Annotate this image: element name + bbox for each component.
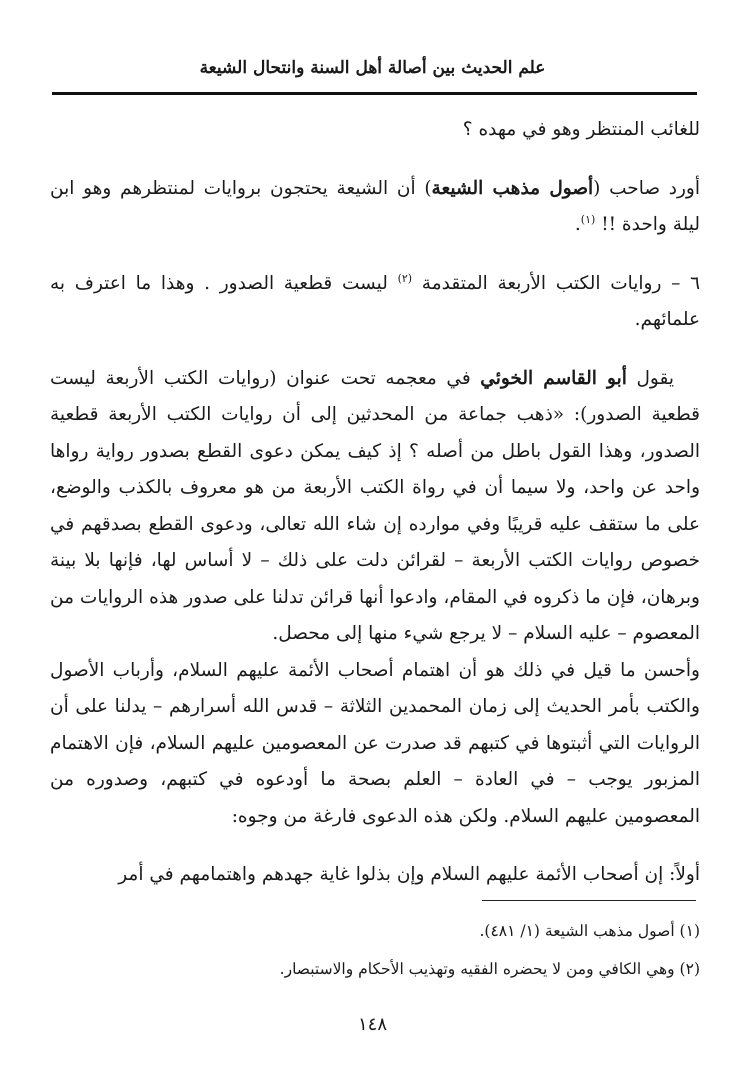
footnote-separator — [482, 900, 696, 901]
paragraph-1 — [50, 112, 700, 149]
paragraph-5 — [50, 653, 700, 836]
footnotes — [50, 912, 700, 988]
paragraph-5-text: وأحسن ما قيل في ذلك هو أن اهتمام أصحاب الأئمة عليهم السلام، وأرباب الأصول والكتب بأمر الحديث إلى زمان المحمدين الثلاثة – قدس الله أسرارهم – يدلنا على أن الروايات التي أثبتوها في كتبهم قد صدرت عن المعصومين عليهم السلام، فإن الاهتمام المزبور يوجب – في العادة – العلم بصحة ما أودعوه في كتبهم، وصدوره من المعصومين عليهم السلام. ولكن هذه الدعوى فارغة من وجوه: — [50, 659, 700, 827]
header-rule — [52, 92, 697, 95]
running-header-title: علم الحديث بين أصالة أهل السنة وانتحال الشيعة — [199, 58, 546, 78]
paragraph-6-text: أولاً: إن أصحاب الأئمة عليهم السلام وإن بذلوا غاية جهدهم واهتمامهم في أمر — [118, 864, 700, 885]
paragraph-4-post: في معجمه تحت عنوان (روايات الكتب الأربعة ليست قطعية الصدور): «ذهب جماعة من المحدثين إلى أن روايات الكتب الأربعة قطعية الصدور، وهذا القول باطل من أصله ؟ إذ كيف يمكن دعوى القطع بصدور رواية رواها واحد عن واحد، ولا سيما أن في رواة الكتب الأربعة من هو معروف بالكذب والوضع، على ما ستقف عليه قريبًا وفي موارده إن شاء الله تعالى، ودعوى القطع بصدقهم في خصوص روايات الكتب الأربعة – لقرائن دلت على ذلك – لا أساس لها، فإنها بلا بينة وبرهان، فإن ما ذكروه في المقام، وادعوا أنها قرائن تدلنا على صدور هذه الروايات من المعصوم – عليه السلام – لا يرجع شيء منها إلى محصل. — [50, 367, 700, 644]
paragraph-4 — [50, 361, 700, 653]
paragraph-2-pre: أورد صاحب ( — [593, 177, 700, 199]
footnote-ref-1[interactable]: (١) — [580, 212, 596, 226]
paragraph-3 — [50, 266, 700, 339]
main-text — [50, 112, 700, 894]
paragraph-2: أورد صاحب (أصول مذهب الشيعة) أن الشيعة يحتجون بروايات لمنتظرهم وهو ابن ليلة واحدة !! $^{(١)}$. — [50, 177, 700, 235]
footnote-ref-2[interactable]: (٢) — [397, 271, 413, 285]
paragraph-3-post: ليست قطعية الصدور . وهذا ما اعترف به علمائهم. — [50, 272, 700, 330]
paragraph-1-text: للغائب المنتظر وهو في مهده ؟ — [462, 119, 700, 140]
footnote-2: (٢) وهي الكافي ومن لا يحضره الفقيه وتهذيب الأحكام والاستبصار. — [279, 960, 700, 978]
paragraph-2-post: ) أن الشيعة يحتجون بروايات لمنتظرهم وهو ابن ليلة واحدة !! — [50, 177, 700, 235]
paragraph-6 — [50, 857, 700, 894]
paragraph-4-pre: يقول — [626, 367, 674, 389]
book-title-bold: أصول مذهب الشيعة — [431, 177, 594, 199]
page-number: ١٤٨ — [357, 1014, 387, 1035]
footnote-1: (١) أصول مذهب الشيعة (١/ ٤٨١). — [479, 922, 700, 940]
author-name-bold: أبو القاسم الخوئي — [480, 367, 627, 389]
paragraph-3-pre: ٦ – روايات الكتب الأربعة المتقدمة — [421, 272, 701, 294]
